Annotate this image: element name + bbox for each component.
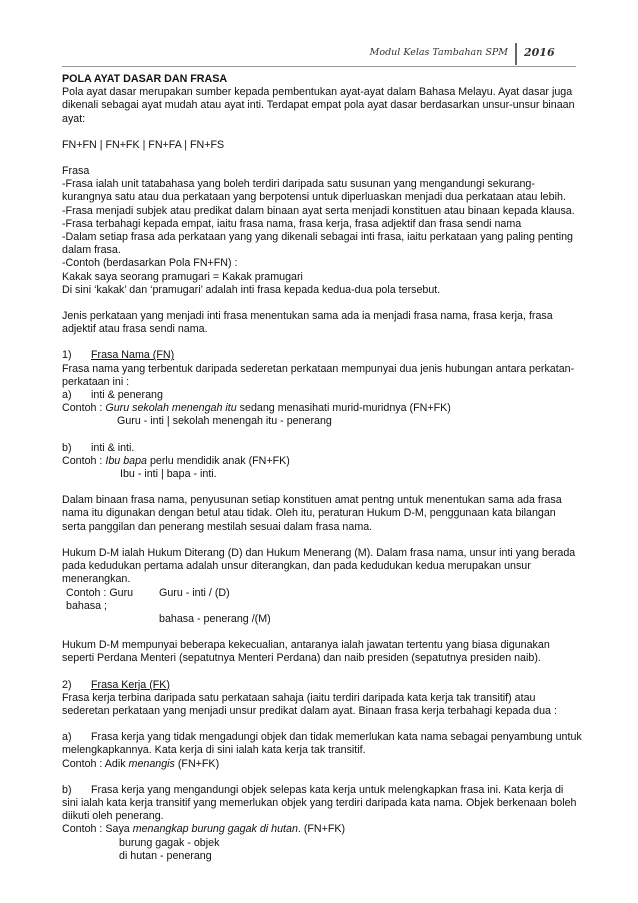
frasa-line: -Contoh (berdasarkan Pola FN+FN) : (62, 257, 238, 270)
page-header (0, 43, 638, 67)
fn-binaan-paragraph: Dalam binaan frasa nama, penyusunan setiap konstituen amat pentng untuk menentukan sama ada frasa nama itu digunakan dengan betul atau tidak. Oleh itu, peraturan Hukum D-M, penggunaan kata bilangan serta panggilan dan penerang mestilah sesuai dalam frasa nama. (62, 494, 562, 533)
example-rest: sedang menasihati murid-muridnya (FN+FK) (236, 402, 451, 415)
frasa-heading: Frasa (62, 165, 90, 178)
fn-b-example (62, 455, 582, 468)
fn-a-example (62, 402, 582, 415)
frasa-line: -Frasa menjadi subjek atau predikat dalam binaan ayat serta menjadi konstituen atau binaan kepada klausa. (62, 204, 575, 217)
header-divider (515, 43, 517, 65)
example-italic: Ibu bapa (105, 454, 147, 467)
frasa-line: Di sini ‘kakak’ dan ‘pramugari’ adalah inti frasa kepada kedua-dua pola tersebut. (62, 283, 441, 296)
fn-b-label: b) (62, 441, 72, 454)
hukum-example-label: Contoh : Guru bahasa ; (66, 586, 134, 612)
fn-hukum-paragraph: Hukum D-M ialah Hukum Diterang (D) dan Hukum Menerang (M). Dalam frasa nama, unsur inti yang berada pada kedudukan pertama adalah unsur diterangkan, dan pada kedudukan kedua merupakan unsur menerangkan. (62, 546, 576, 586)
fk-item-a (62, 731, 582, 757)
patterns-line: FN+FN | FN+FK | FN+FA | FN+FS (62, 138, 225, 151)
fk-b-breakdown-2: di hutan - penerang (119, 849, 212, 862)
example-rest: . (FN+FK) (297, 823, 346, 836)
fn-a-label: a) (62, 389, 72, 402)
example-prefix: Contoh : Adik (62, 757, 129, 770)
example-prefix: Contoh : Saya (62, 823, 133, 836)
document-body (62, 73, 582, 863)
header-module-title: Modul Kelas Tambahan SPM (369, 47, 508, 58)
header-year: 2016 (524, 46, 555, 59)
frasa-line: Kakak saya seorang pramugari = Kakak pramugari (62, 270, 303, 283)
jenis-inti-paragraph: Jenis perkataan yang menjadi inti frasa menentukan sama ada ia menjadi frasa nama, frasa kerja, frasa adjektif atau frasa sendi nama. (62, 310, 553, 336)
fk-a-label: a) (62, 731, 72, 744)
frasa-line: -Frasa ialah unit tatabahasa yang boleh terdiri daripada satu susunan yang mengandungi sekurang-kurangnya satu atau dua perkataan yang berpotensi untuk diperluaskan menjadi dua perkataan atau lebih. (62, 178, 566, 204)
example-prefix: Contoh : (62, 402, 106, 415)
fk-description: Frasa kerja terbina daripada satu perkataan sahaja (iaitu terdiri daripada kata kerja tak transitif) atau sederetan perkataan yang menjadi unsur predikat dalam ayat. Binaan frasa kerja terbahagi kepada dua : (62, 691, 557, 717)
fn-heading: Frasa Nama (FN) (91, 349, 175, 362)
hukum-example-2: bahasa - penerang /(M) (159, 612, 271, 625)
fn-kecualian-paragraph: Hukum D-M mempunyai beberapa kekecualian, antaranya ialah jawatan tertentu yang biasa digunakan seperti Perdana Menteri (sepatutnya Menteri Perdana) dan naib presiden (sepatutnya presiden naib). (62, 639, 550, 665)
header-rule (62, 66, 576, 67)
fn-a-text: inti & penerang (91, 389, 163, 402)
example-italic: Guru sekolah menengah itu (105, 402, 237, 415)
fk-item-b (62, 784, 582, 824)
example-rest: perlu mendidik anak (FN+FK) (146, 454, 290, 467)
fk-b-text: Frasa kerja yang mengandungi objek selepas kata kerja untuk melengkapkan frasa ini. Kata kerja di sini ialah kata kerja transitif yang memerlukan objek yang terdiri daripada kata nama. Objek berkenaan boleh diikuti oleh penerang. (62, 783, 577, 823)
fn-b-breakdown: Ibu - inti | bapa - inti. (120, 468, 217, 481)
fk-b-example (62, 823, 582, 836)
fn-section-heading (62, 349, 582, 362)
document-title: POLA AYAT DASAR DAN FRASA (62, 73, 228, 85)
fk-heading: Frasa Kerja (FK) (91, 678, 170, 691)
fk-number: 2) (62, 678, 72, 691)
fn-hukum-example (62, 587, 582, 613)
fk-a-example (62, 758, 582, 771)
fn-item-a (62, 389, 582, 402)
hukum-example-1: Guru - inti / (D) (159, 586, 230, 599)
fk-b-breakdown-1: burung gagak - objek (119, 836, 220, 849)
fn-b-text: inti & inti. (91, 441, 135, 454)
fn-item-b (62, 442, 582, 455)
frasa-line: -Frasa terbahagi kepada empat, iaitu frasa nama, frasa kerja, frasa adjektif dan frasa sendi nama (62, 217, 522, 230)
example-prefix: Contoh : (62, 454, 106, 467)
fk-section-heading (62, 679, 582, 692)
example-italic: menangis (128, 757, 175, 770)
fn-number: 1) (62, 349, 72, 362)
example-italic: menangkap burung gagak di hutan (132, 823, 298, 836)
fn-description: Frasa nama yang terbentuk daripada sederetan perkataan mempunyai dua jenis hubungan antara perkatan-perkataan ini : (62, 362, 575, 388)
intro-paragraph: Pola ayat dasar merupakan sumber kepada pembentukan ayat-ayat dalam Bahasa Melayu. Ayat dasar juga dikenali sebagai ayat mudah atau ayat inti. Terdapat empat pola ayat dasar berdasarkan unsur-unsur binaan ayat: (62, 86, 575, 125)
fk-a-text: Frasa kerja yang tidak mengadungi objek dan tidak memerlukan kata nama sebagai penyambung untuk melengkapkannya. Kata kerja di sini ialah kata kerja tak transitif. (62, 731, 582, 757)
fn-a-breakdown: Guru - inti | sekolah menengah itu - penerang (117, 415, 332, 428)
example-rest: (FN+FK) (174, 757, 220, 770)
frasa-line: -Dalam setiap frasa ada perkataan yang yang dikenali sebagai inti frasa, iaitu perkataan yang paling penting dalam frasa. (62, 231, 573, 257)
fk-b-label: b) (62, 783, 72, 796)
